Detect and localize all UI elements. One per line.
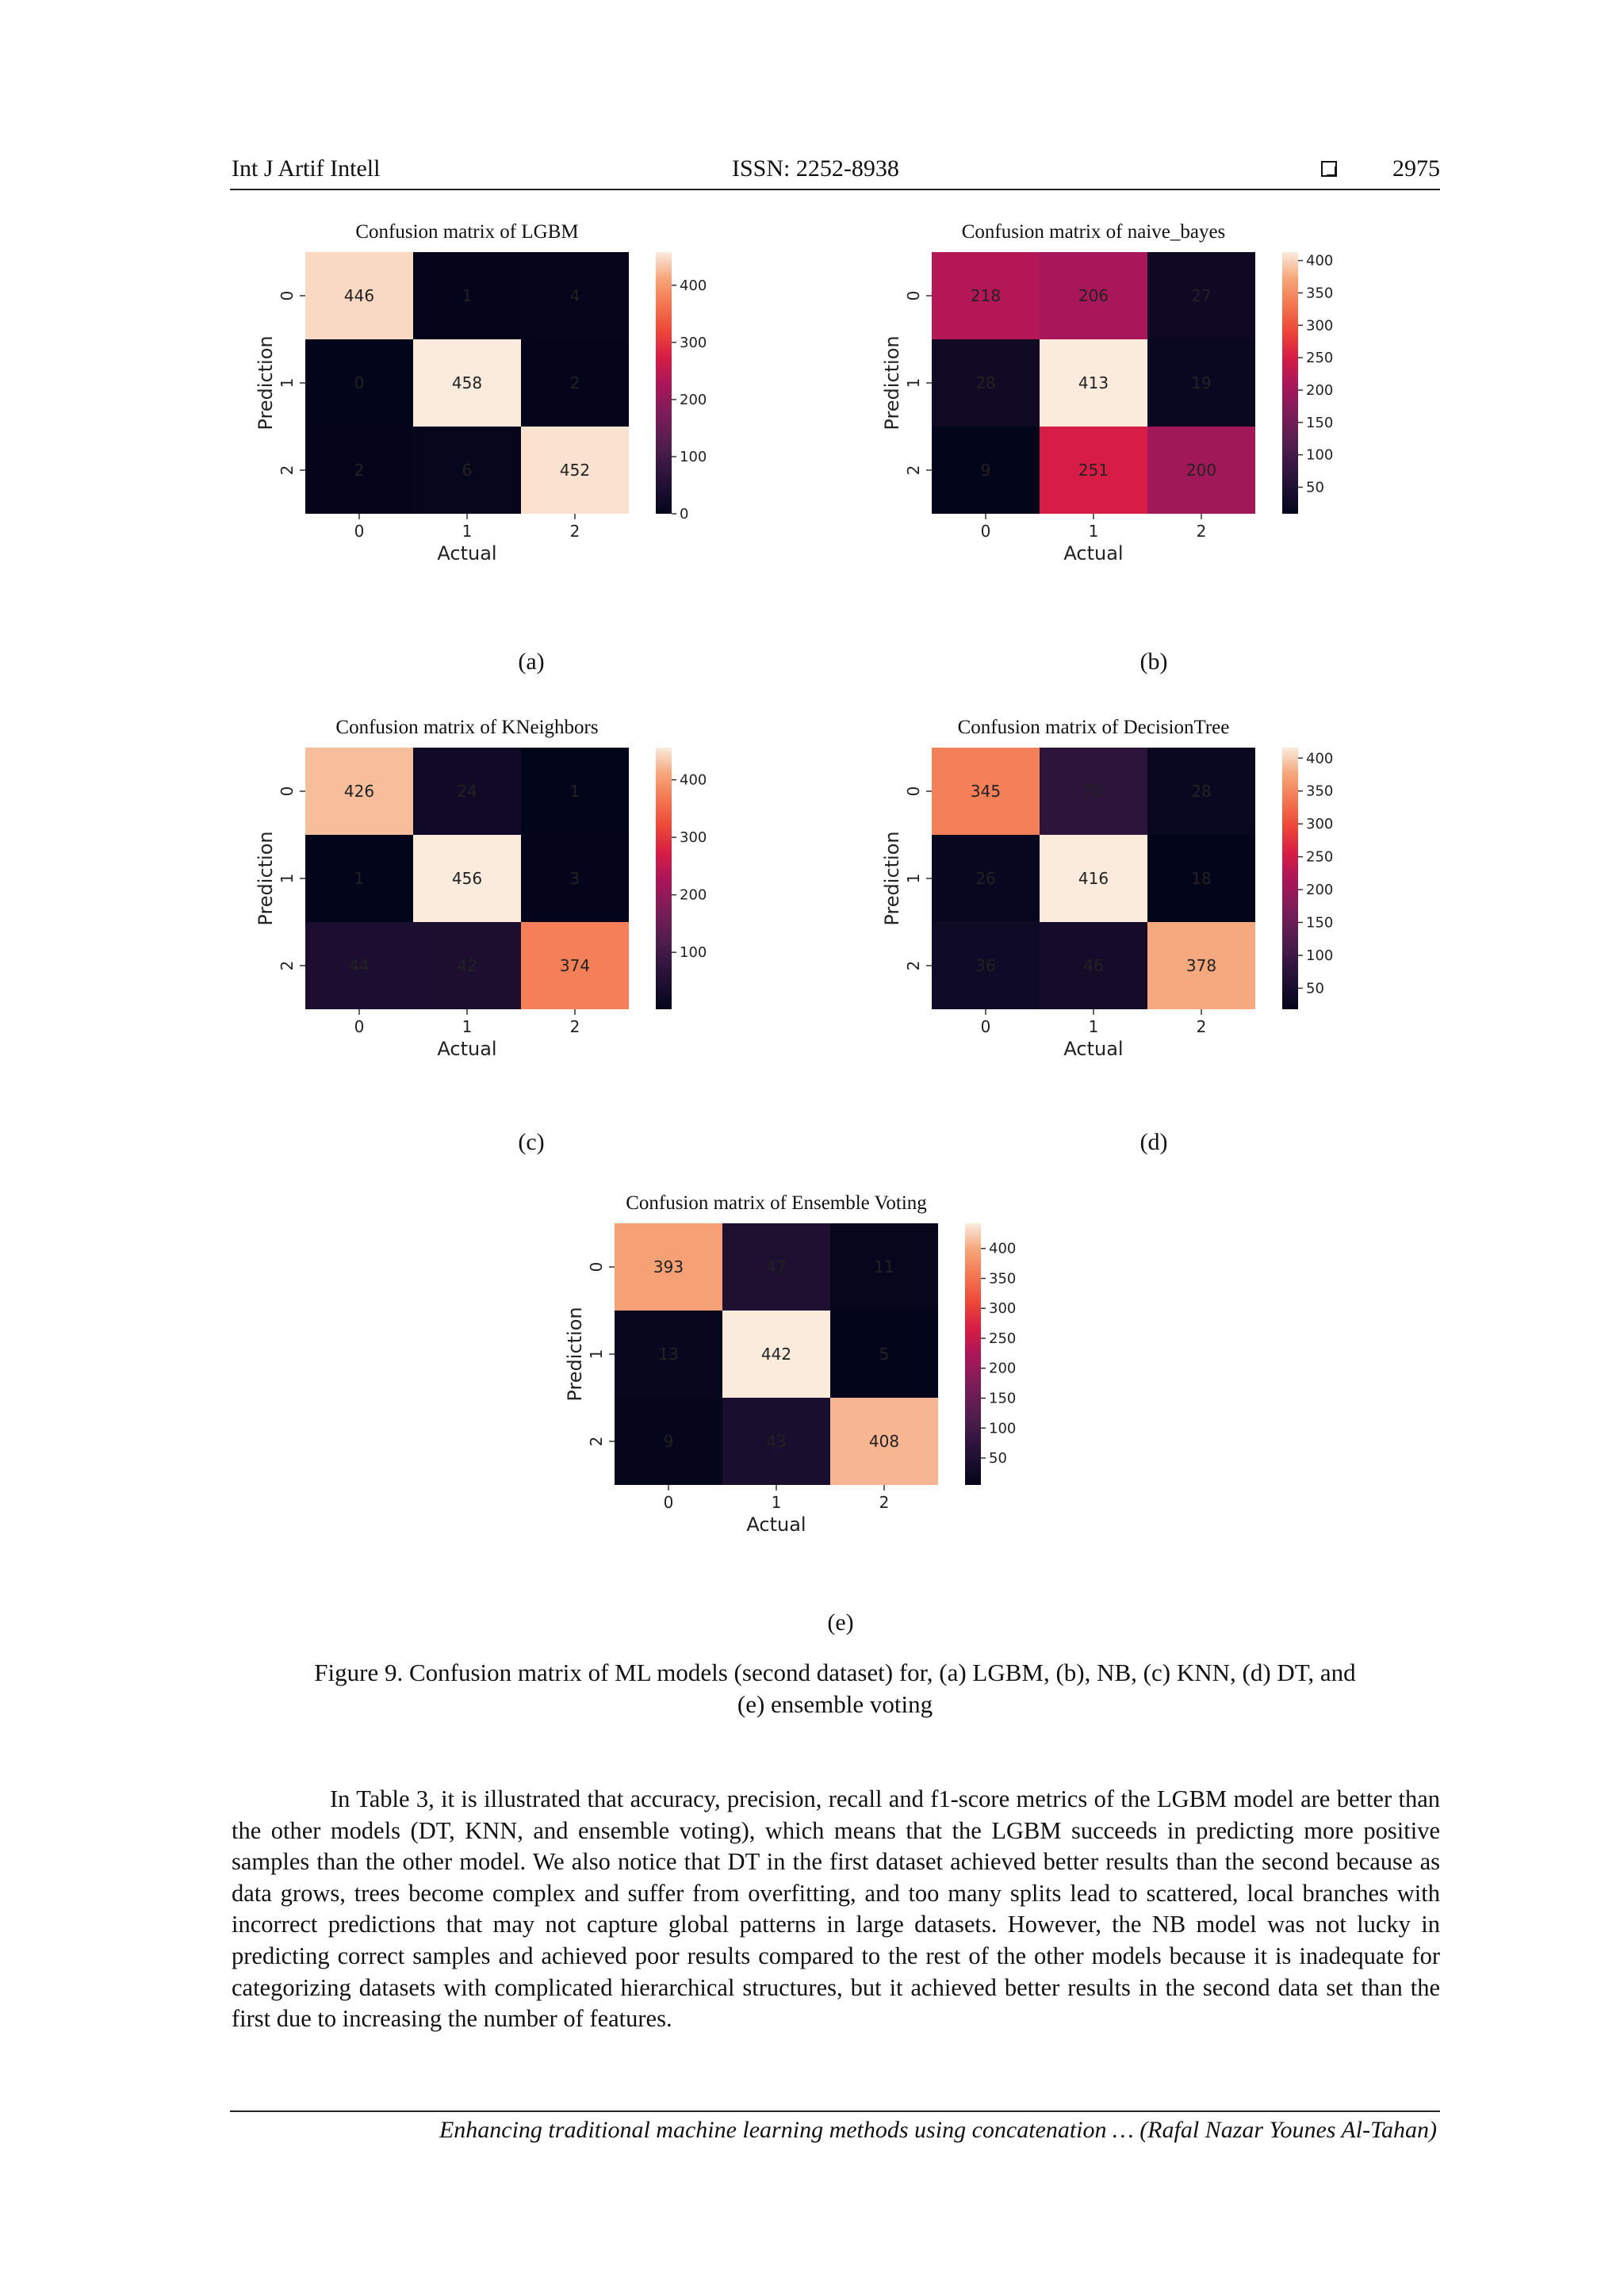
confusion-matrix-ensemble-voting: [539, 1185, 1142, 1637]
cell-value-label: 19: [1191, 373, 1212, 392]
colorbar-tick-label: 50: [1306, 479, 1324, 496]
cell-value-label: 413: [1078, 373, 1109, 392]
page-number: 2975: [1392, 155, 1440, 182]
colorbar-tick-label: 300: [989, 1300, 1017, 1318]
x-tick-label: 2: [569, 522, 580, 541]
colorbar: [1282, 748, 1298, 1009]
cell-value-label: 3: [569, 869, 580, 888]
y-tick-label: 0: [904, 290, 923, 301]
cell-value-label: 18: [1191, 869, 1212, 888]
cell-value-label: 44: [349, 956, 370, 975]
cell-value-label: 446: [343, 286, 375, 305]
y-axis-label: Prediction: [881, 335, 903, 430]
cell-value-label: 1: [354, 869, 365, 888]
colorbar-tick-label: 100: [1306, 947, 1334, 965]
cell-value-label: 27: [1191, 286, 1212, 305]
cell-value-label: 36: [975, 956, 996, 975]
confusion-matrix-kneighbors: [230, 710, 833, 1161]
colorbar-tick-label: 250: [989, 1330, 1017, 1347]
y-tick-label: 2: [587, 1436, 606, 1447]
cell-value-label: 1: [462, 286, 473, 305]
cell-value-label: 28: [1191, 782, 1212, 801]
cell-value-label: 218: [970, 286, 1002, 305]
cell-value-label: 393: [653, 1257, 684, 1276]
colorbar-tick-label: 50: [989, 1450, 1007, 1468]
panel-label-c: (c): [518, 1129, 545, 1155]
caption-line-1: Figure 9. Confusion matrix of ML models (second dataset) for, (a) LGBM, (b), NB, (c) KNN, (d) DT, and: [314, 1659, 1356, 1686]
colorbar-tick-label: 300: [1306, 317, 1334, 335]
y-axis-label: Prediction: [881, 831, 903, 926]
colorbar-tick-label: 200: [1306, 882, 1334, 899]
colorbar-tick-label: 100: [680, 944, 707, 962]
caption-line-2: (e) ensemble voting: [737, 1690, 933, 1718]
colorbar: [656, 748, 672, 1009]
x-axis-label: Actual: [1063, 1038, 1124, 1060]
cell-value-label: 42: [457, 956, 477, 975]
cell-value-label: 5: [879, 1345, 890, 1364]
panel-label-d: (d): [1139, 1129, 1168, 1155]
x-tick-label: 0: [354, 522, 365, 541]
colorbar-tick-label: 150: [989, 1390, 1017, 1407]
y-tick-label: 1: [587, 1349, 606, 1360]
panel-label-b: (b): [1139, 649, 1168, 675]
cell-value-label: 47: [766, 1257, 787, 1276]
cell-value-label: 2: [354, 461, 365, 480]
x-tick-label: 1: [1088, 522, 1099, 541]
colorbar-tick-label: 250: [1306, 848, 1334, 866]
colorbar-tick-label: 200: [989, 1360, 1017, 1377]
colorbar-tick-label: 150: [1306, 914, 1334, 932]
y-axis-label: Prediction: [255, 335, 277, 430]
cell-value-label: 13: [658, 1345, 679, 1364]
colorbar: [965, 1223, 981, 1485]
colorbar-tick-label: 100: [989, 1420, 1017, 1437]
colorbar-tick-label: 100: [1306, 446, 1334, 464]
panel-label-a: (a): [518, 649, 545, 675]
cell-value-label: 442: [760, 1345, 792, 1364]
cell-value-label: 452: [559, 461, 591, 480]
confusion-matrix-decision-tree: [856, 710, 1459, 1161]
y-tick-label: 2: [904, 465, 923, 476]
y-axis-label: Prediction: [564, 1307, 586, 1402]
x-tick-label: 1: [771, 1493, 782, 1512]
chart-title: Confusion matrix of Ensemble Voting: [626, 1192, 927, 1214]
journal-name: Int J Artif Intell: [232, 155, 381, 182]
cell-value-label: 28: [975, 373, 996, 392]
colorbar-tick-label: 300: [680, 829, 707, 847]
colorbar-tick-label: 300: [1306, 816, 1334, 833]
colorbar-tick-label: 400: [989, 1240, 1017, 1257]
y-tick-label: 2: [904, 960, 923, 971]
y-tick-label: 1: [904, 377, 923, 388]
cell-value-label: 24: [457, 782, 477, 801]
cell-value-label: 345: [970, 782, 1002, 801]
colorbar: [1282, 252, 1298, 514]
colorbar-tick-label: 250: [1306, 350, 1334, 367]
colorbar-tick-label: 100: [680, 448, 707, 465]
cell-value-label: 200: [1185, 461, 1217, 480]
cell-value-label: 46: [1083, 956, 1104, 975]
chart-title: Confusion matrix of DecisionTree: [957, 717, 1230, 738]
figure-caption: [230, 1657, 1440, 1720]
cell-value-label: 458: [451, 373, 483, 392]
colorbar-tick-label: 0: [680, 506, 689, 522]
x-axis-label: Actual: [437, 1038, 497, 1060]
cell-value-label: 9: [663, 1432, 674, 1451]
chart-title: Confusion matrix of LGBM: [355, 221, 579, 243]
cell-value-label: 426: [343, 782, 375, 801]
x-tick-label: 2: [1196, 1017, 1207, 1036]
x-axis-label: Actual: [437, 542, 497, 564]
cell-value-label: 43: [766, 1432, 787, 1451]
cell-value-label: 206: [1078, 286, 1109, 305]
y-tick-label: 0: [278, 290, 297, 301]
chart-title: Confusion matrix of KNeighbors: [335, 717, 599, 738]
x-axis-label: Actual: [1063, 542, 1124, 564]
y-tick-label: 1: [278, 873, 297, 884]
colorbar-tick-label: 350: [1306, 285, 1334, 302]
colorbar-tick-label: 350: [1306, 783, 1334, 800]
issn: ISSN: 2252-8938: [732, 155, 899, 182]
panel-label-e: (e): [827, 1609, 854, 1636]
x-tick-label: 0: [980, 522, 991, 541]
cell-value-label: 378: [1185, 956, 1217, 975]
cell-value-label: 2: [569, 373, 580, 392]
x-tick-label: 0: [980, 1017, 991, 1036]
y-tick-label: 0: [278, 786, 297, 797]
confusion-matrix-naive-bayes: [856, 214, 1459, 666]
x-tick-label: 2: [1196, 522, 1207, 541]
cell-value-label: 456: [451, 869, 483, 888]
y-tick-label: 2: [278, 960, 297, 971]
y-tick-label: 2: [278, 465, 297, 476]
x-tick-label: 2: [879, 1493, 890, 1512]
cell-value-label: 11: [874, 1257, 894, 1276]
colorbar-tick-label: 400: [1306, 252, 1334, 270]
x-axis-label: Actual: [746, 1513, 806, 1536]
cell-value-label: 6: [462, 461, 473, 480]
cell-value-label: 4: [569, 286, 580, 305]
colorbar-tick-label: 400: [680, 277, 707, 294]
header-rule: [230, 189, 1440, 190]
x-tick-label: 2: [569, 1017, 580, 1036]
colorbar-tick-label: 350: [989, 1270, 1017, 1288]
page-box-icon: [1321, 161, 1337, 177]
footer-rule: [230, 2110, 1440, 2112]
cell-value-label: 251: [1078, 461, 1109, 480]
cell-value-label: 78: [1083, 782, 1104, 801]
x-tick-label: 1: [462, 1017, 473, 1036]
cell-value-label: 26: [975, 869, 996, 888]
y-axis-label: Prediction: [255, 831, 277, 926]
colorbar-tick-label: 400: [1306, 750, 1334, 767]
x-tick-label: 1: [462, 522, 473, 541]
cell-value-label: 408: [868, 1432, 900, 1451]
colorbar-tick-label: 400: [680, 771, 707, 789]
colorbar-tick-label: 50: [1306, 980, 1324, 997]
colorbar: [656, 252, 672, 514]
cell-value-label: 0: [354, 373, 365, 392]
confusion-matrix-lgbm: [230, 214, 833, 666]
y-tick-label: 0: [587, 1261, 606, 1272]
running-footer: Enhancing traditional machine learning methods using concatenation … (Rafal Nazar Younes Al-Tahan): [439, 2117, 1437, 2143]
x-tick-label: 1: [1088, 1017, 1099, 1036]
cell-value-label: 1: [569, 782, 580, 801]
cell-value-label: 374: [559, 956, 591, 975]
colorbar-tick-label: 150: [1306, 414, 1334, 431]
colorbar-tick-label: 300: [680, 334, 707, 351]
y-tick-label: 1: [904, 873, 923, 884]
cell-value-label: 9: [980, 461, 991, 480]
cell-value-label: 416: [1078, 869, 1109, 888]
chart-title: Confusion matrix of naive_bayes: [961, 221, 1226, 243]
x-tick-label: 0: [354, 1017, 365, 1036]
y-tick-label: 1: [278, 377, 297, 388]
x-tick-label: 0: [663, 1493, 674, 1512]
colorbar-tick-label: 200: [680, 391, 707, 408]
colorbar-tick-label: 200: [680, 886, 707, 904]
colorbar-tick-label: 200: [1306, 381, 1334, 399]
body-paragraph: In Table 3, it is illustrated that accuracy, precision, recall and f1-score metrics of the LGBM model are better than the other models (DT, KNN, and ensemble voting), which means that the LGBM succeeds in predicting more positive samples than the other model. We also notice that DT in the first dataset achieved better results than the second because as data grows, trees become complex and suffer from overfitting, and too many splits lead to scattered, local branches with incorrect predictions that may not capture global patterns in large datasets. However, the NB model was not lucky in predicting correct samples and achieved poor results compared to the rest of the other models because it is inadequate for categorizing datasets with complicated hierarchical structures, but it achieved better results in the second data set than the first due to increasing the number of features.: [232, 1785, 1440, 2033]
y-tick-label: 0: [904, 786, 923, 797]
